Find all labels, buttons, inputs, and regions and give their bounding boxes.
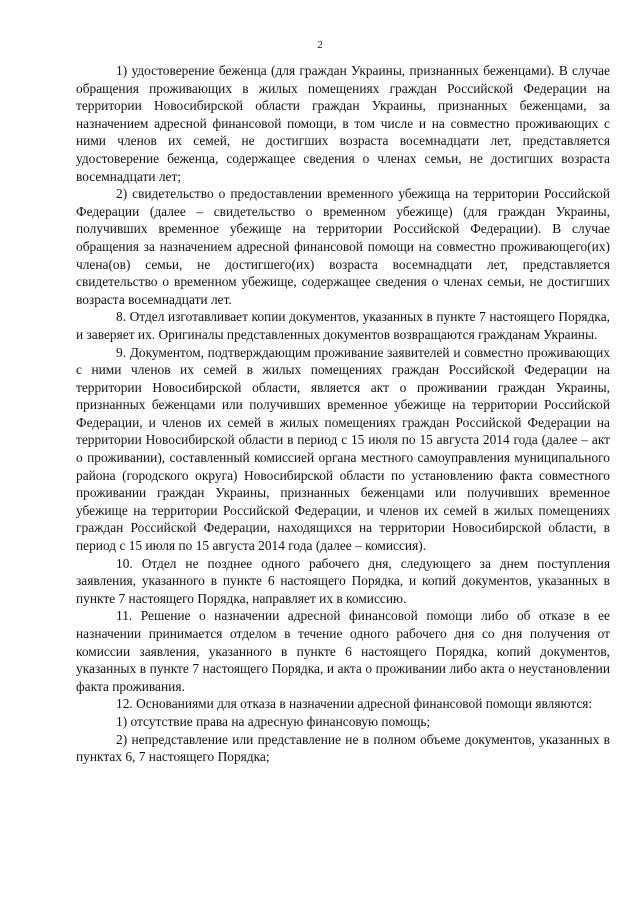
paragraph-item-11: 11. Решение о назначении адресной финансовой помощи либо об отказе в ее назначении принимается отделом в течение одного рабочего дня со дня получения от комиссии заявления, указанного в пункте 6 настоящего Порядка, копий документов, указанных в пункте 7 настоящего Порядка, и акта о проживании либо акта о неустановлении факта проживания. bbox=[76, 608, 610, 694]
paragraph-refusal-reason-1: 1) отсутствие права на адресную финансовую помощь; bbox=[116, 713, 431, 729]
document-body bbox=[76, 62, 610, 766]
paragraph-item-8: 8. Отдел изготавливает копии документов, указанных в пункте 7 настоящего Порядка, и заверяет их. Оригиналы представленных документов возвращаются гражданам Украины. bbox=[76, 309, 610, 342]
paragraph-item-12: 12. Основаниями для отказа в назначении адресной финансовой помощи являются: bbox=[116, 696, 593, 712]
page-number: 2 bbox=[317, 39, 323, 51]
paragraph-refugee-certificate: 1) удостоверение беженца (для граждан Украины, признанных беженцами). В случае обращения проживающих в жилых помещениях граждан Российской Федерации на территории Новосибирской области граждан Украины, признанных беженцами, за назначением адресной финансовой помощи, в том числе и на совместно проживающих с ними членов их семей, не достигших возраста восемнадцати лет, представляется удостоверение беженца, содержащее сведения о членах семьи, не достигших возраста восемнадцати лет; bbox=[76, 63, 610, 184]
paragraph-item-10: 10. Отдел не позднее одного рабочего дня, следующего за днем поступления заявления, указанного в пункте 6 настоящего Порядка, и копий документов, указанных в пункте 7 настоящего Порядка, направляет их в комиссию. bbox=[76, 555, 610, 606]
paragraph-temporary-asylum-certificate: 2) свидетельство о предоставлении временного убежища на территории Российской Федерации (далее – свидетельство о временном убежище) (для граждан Украины, получивших временное убежище на территории Российской Федерации). В случае обращения за назначением адресной финансовой помощи на совместно проживающего(их) члена(ов) семьи, не достигшего(их) возраста восемнадцати лет, представляется свидетельство о временном убежище, содержащее сведения о членах семьи, не достигших возраста восемнадцати лет. bbox=[76, 186, 610, 307]
paragraph-refusal-reason-2: 2) непредставление или представление не в полном объеме документов, указанных в пунктах 6, 7 настоящего Порядка; bbox=[76, 731, 610, 765]
paragraph-item-9: 9. Документом, подтверждающим проживание заявителей и совместно проживающих с ними членов их семей в жилых помещениях граждан Российской Федерации на территории Новосибирской области, является акт о проживании граждан Украины, признанных беженцами или получивших временное убежище на территории Российской Федерации, и членов их семей в жилых помещениях граждан Российской Федерации на территории Новосибирской области в период с 15 июля по 15 августа 2014 года (далее – акт о проживании), составленный комиссией органа местного самоуправления муниципального района (городского округа) Новосибирской области по установлению факта совместного проживании граждан Украины, признанных беженцами или получивших временное убежище на территории Российской Федерации, и членов их семей в жилых помещениях граждан Российской Федерации, находящихся на территории Новосибирской области, в период с 15 июля по 15 августа 2014 года (далее – комиссия). bbox=[76, 344, 610, 554]
